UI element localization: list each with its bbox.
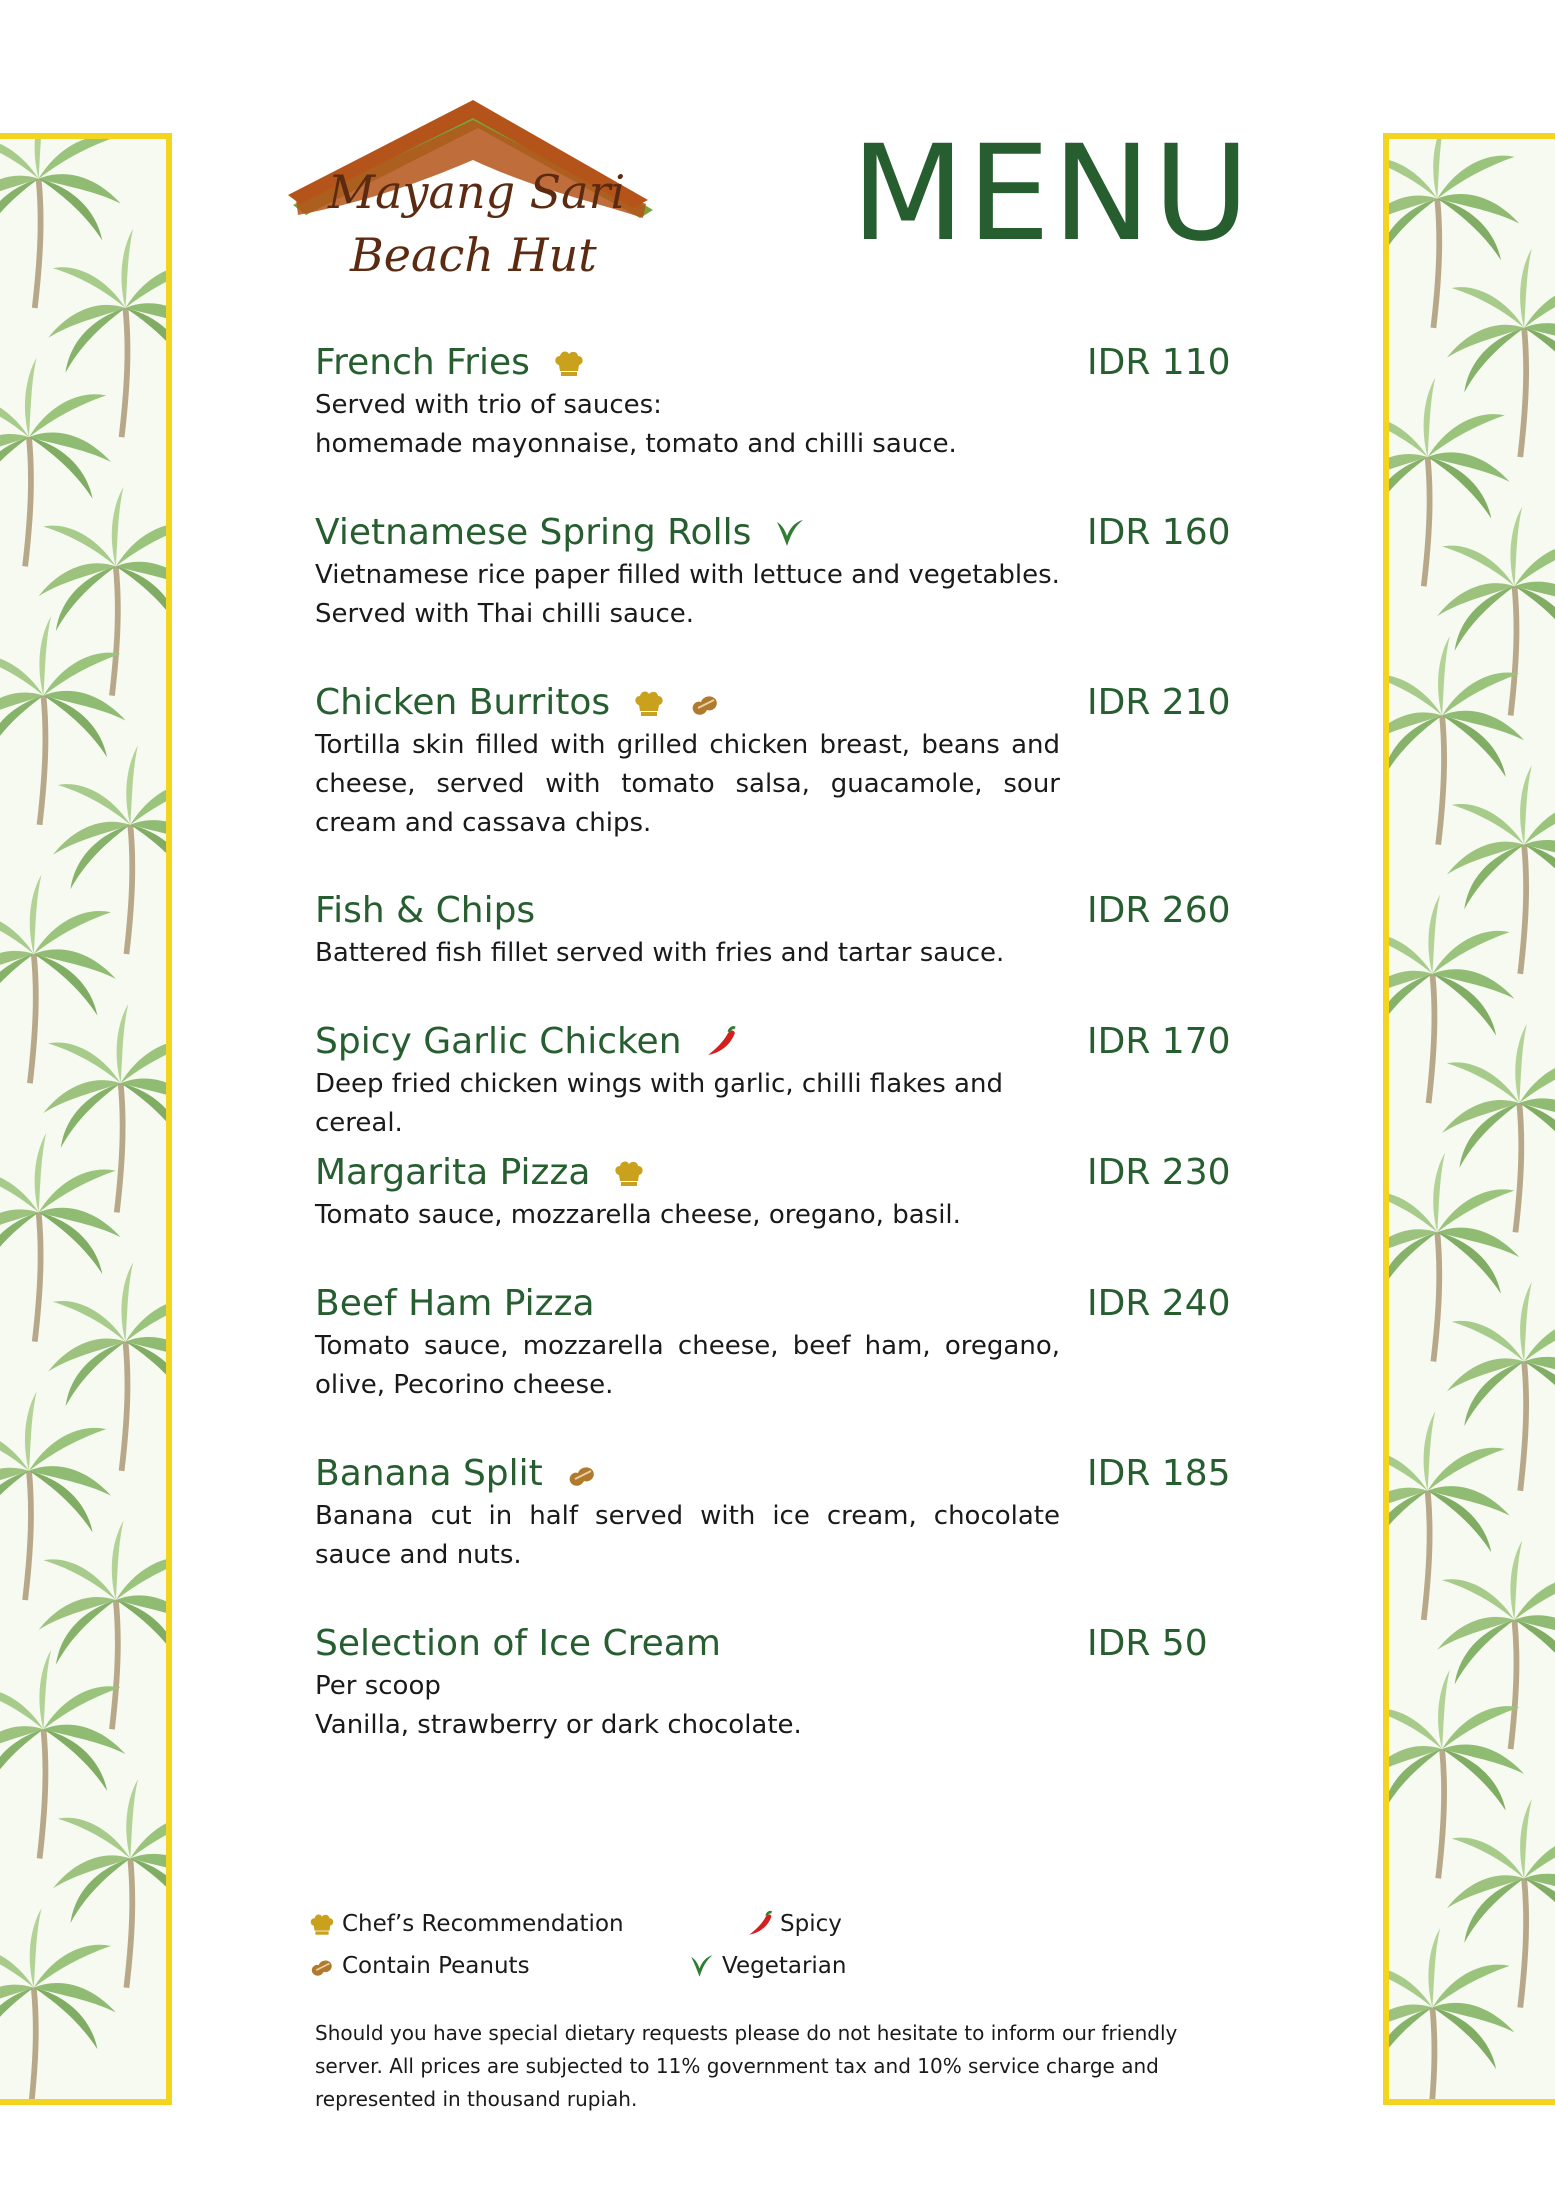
palm-border-left — [0, 133, 172, 2105]
logo-line-1: Mayang Sari — [328, 165, 626, 219]
item-price: IDR 230 — [1087, 1152, 1231, 1193]
legend-spicy: Spicy — [746, 1910, 842, 1938]
item-description: Tomato sauce, mozzarella cheese, oregano, basil. — [315, 1200, 961, 1230]
menu-item — [315, 1019, 1240, 1143]
peanut-icon — [688, 686, 722, 720]
menu-item — [315, 888, 1240, 973]
chef-hat-icon — [632, 686, 666, 720]
menu-item — [315, 1451, 1240, 1575]
item-price: IDR 160 — [1087, 512, 1231, 553]
item-price: IDR 185 — [1087, 1453, 1231, 1494]
palm-pattern-icon — [1389, 139, 1555, 2099]
leaf-icon — [773, 516, 807, 550]
item-price: IDR 110 — [1087, 342, 1231, 383]
chilli-icon — [704, 1025, 738, 1059]
item-name: Vietnamese Spring Rolls — [315, 512, 752, 553]
chef-hat-icon — [612, 1156, 646, 1190]
chef-hat-icon — [308, 1910, 336, 1938]
item-price: IDR 260 — [1087, 890, 1231, 931]
item-description: Tortilla skin filled with grilled chicken breast, beans and cheese, served with tomato salsa, guacamole, sour cream and cassava chips. — [315, 730, 1060, 838]
footnote: Should you have special dietary requests please do not hesitate to inform our friendly server. All prices are subjected to 11% government tax and 10% service charge and represented in thousand rupiah. — [315, 2021, 1178, 2111]
leaf-icon — [688, 1952, 716, 1980]
item-name: Banana Split — [315, 1453, 543, 1494]
palm-border-right — [1383, 133, 1555, 2105]
menu-item — [315, 1150, 1240, 1235]
item-name: Beef Ham Pizza — [315, 1283, 595, 1324]
item-description: Tomato sauce, mozzarella cheese, beef ham, oregano, olive, Pecorino cheese. — [315, 1331, 1060, 1400]
item-description: Per scoop Vanilla, strawberry or dark chocolate. — [315, 1671, 802, 1740]
logo-line-2: Beach Hut — [350, 228, 597, 282]
item-price: IDR 170 — [1087, 1021, 1231, 1062]
peanut-icon — [565, 1457, 599, 1491]
item-name: Spicy Garlic Chicken — [315, 1021, 682, 1062]
item-price: IDR 240 — [1087, 1283, 1231, 1324]
legend-peanuts: Contain Peanuts — [308, 1952, 530, 1980]
item-name: French Fries — [315, 342, 530, 383]
page-title: MENU — [851, 117, 1252, 271]
item-price: IDR 50 — [1087, 1623, 1208, 1664]
menu-item — [315, 1281, 1240, 1405]
item-name: Margarita Pizza — [315, 1152, 591, 1193]
menu-item — [315, 1621, 1240, 1745]
logo — [288, 100, 658, 300]
item-description: Deep fried chicken wings with garlic, chilli flakes and cereal. — [315, 1069, 1003, 1138]
legend-vegetarian: Vegetarian — [688, 1952, 846, 1980]
item-description: Banana cut in half served with ice cream, chocolate sauce and nuts. — [315, 1501, 1060, 1570]
peanut-icon — [308, 1952, 336, 1980]
legend-chef: Chef’s Recommendation — [308, 1910, 624, 1938]
item-description: Vietnamese rice paper filled with lettuce and vegetables. Served with Thai chilli sauce. — [315, 560, 1060, 629]
item-price: IDR 210 — [1087, 682, 1231, 723]
item-description: Battered fish fillet served with fries and tartar sauce. — [315, 938, 1005, 968]
item-name: Fish & Chips — [315, 890, 536, 931]
menu-item — [315, 680, 1240, 843]
menu-item — [315, 510, 1240, 634]
chilli-icon — [746, 1910, 774, 1938]
palm-pattern-icon — [0, 139, 166, 2099]
item-name: Chicken Burritos — [315, 682, 611, 723]
item-name: Selection of Ice Cream — [315, 1623, 721, 1664]
item-description: Served with trio of sauces: homemade mayonnaise, tomato and chilli sauce. — [315, 390, 957, 459]
chef-hat-icon — [552, 346, 586, 380]
menu-item — [315, 340, 1240, 464]
